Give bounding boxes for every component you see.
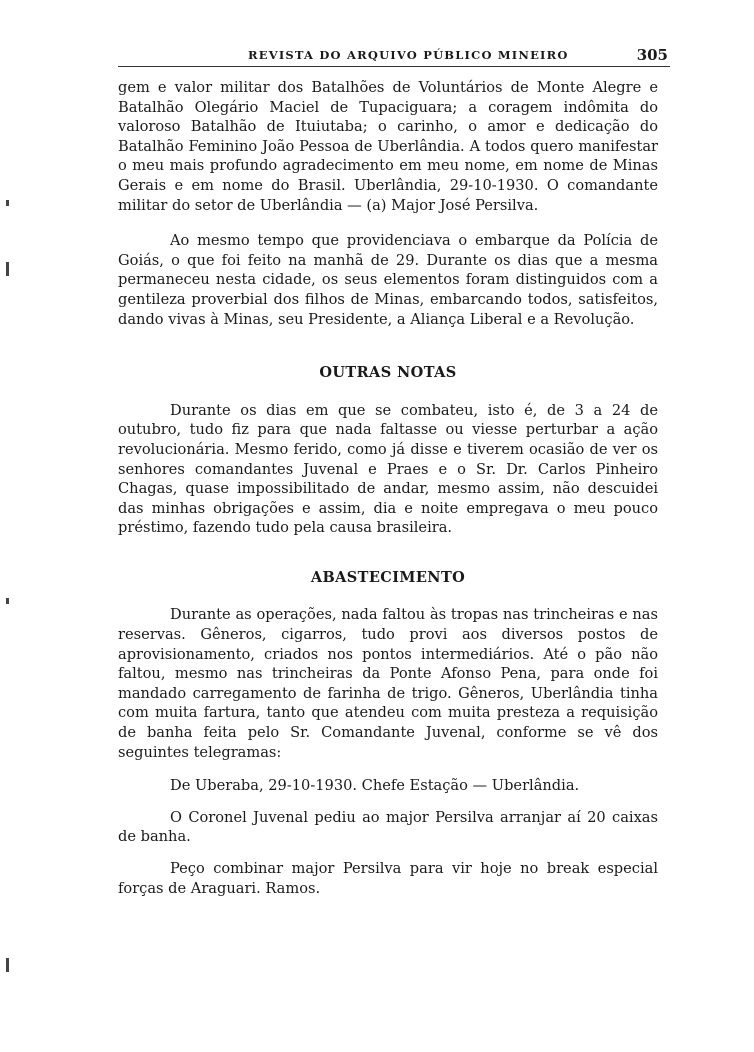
page-body [118,78,658,898]
paragraph-continuation: gem e valor militar dos Batalhões de Voluntários de Monte Alegre e Batalhão Olegário Maciel de Tupaciguara; a coragem indômita do valoroso Batalhão de Ituiutaba; o carinho, o amor e dedicação do Batalhão Feminino João Pessoa de Uberlândia. A todos quero manifestar o meu mais profundo agradecimento em meu nome, em nome de Minas Gerais e em nome do Brasil. Uberlândia, 29-10-1930. O comandante militar do setor de Uberlândia — (a) Major José Persilva. [118,79,658,214]
margin-mark [6,200,9,206]
telegram-body-2: Peço combinar major Persilva para vir hoje no break especial forças de Araguari. Ramos. [118,860,658,897]
header-rule [118,66,670,67]
paragraph-policia-goias: Ao mesmo tempo que providenciava o embarque da Polícia de Goiás, o que foi feito na manhã de 29. Durante os dias que a mesma permaneceu nesta cidade, os seus elementos foram distinguidos com a gentileza proverbial dos filhos de Minas, embarcando todos, satisfeitos, dando vivas à Minas, seu Presidente, a Aliança Liberal e a Revolução. [118,232,658,328]
margin-mark [6,262,9,276]
section-heading-outras-notas: OUTRAS NOTAS [319,364,457,382]
page-header [118,46,670,68]
page-number: 305 [636,46,668,64]
margin-mark [6,958,9,972]
margin-mark [6,598,9,604]
running-title: REVISTA DO ARQUIVO PÚBLICO MINEIRO [248,48,569,62]
paragraph-outras-notas: Durante os dias em que se combateu, isto é, de 3 a 24 de outubro, tudo fiz para que nada faltasse ou viesse perturbar a ação revolucionária. Mesmo ferido, como já disse e tiverem ocasião de ver os senhores comandantes Juvenal e Praes e o Sr. Dr. Carlos Pinheiro Chagas, quase impossibilitado de andar, mesmo assim, não descuidei das minhas obrigações e assim, dia e noite empregava o meu pouco préstimo, fazendo tudo pela causa brasileira. [118,401,658,537]
telegram-header: De Uberaba, 29-10-1930. Chefe Estação — Uberlândia. [170,777,580,795]
paragraph-abastecimento: Durante as operações, nada faltou às tropas nas trincheiras e nas reservas. Gêneros, cigarros, tudo provi aos diversos postos de aprovisionamento, criados nos pontos intermediários. Até o pão não faltou, mesmo nas trincheiras da Ponte Afonso Pena, para onde foi mandado carregamento de farinha de trigo. Gêneros, Uberlândia tinha com muita fartura, tanto que atendeu com muita presteza a requisição de banha feita pelo Sr. Comandante Juvenal, conforme se vê dos seguintes telegramas: [118,606,658,761]
telegram-body-1: O Coronel Juvenal pediu ao major Persilva arranjar aí 20 caixas de banha. [118,808,658,846]
section-heading-abastecimento: ABASTECIMENTO [310,568,466,586]
